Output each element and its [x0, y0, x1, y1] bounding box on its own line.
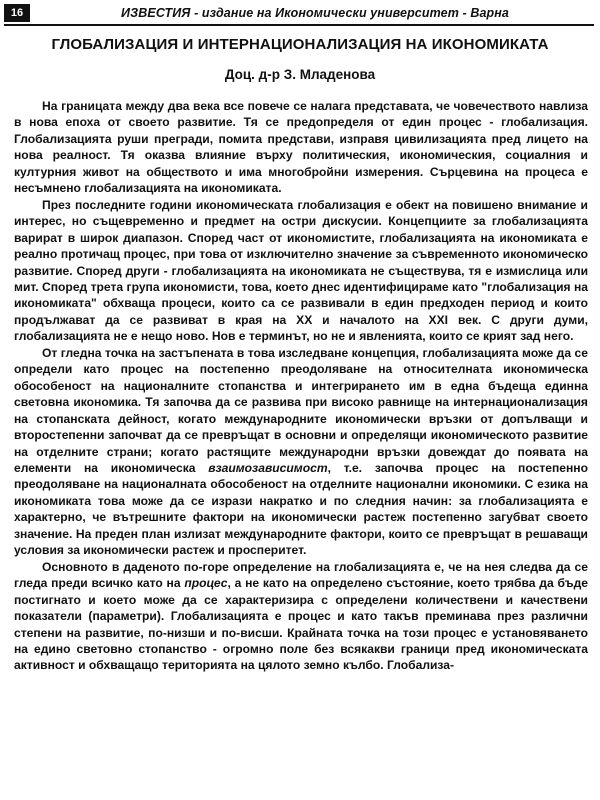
- paragraph-3-text-before: От гледна точка на застъпената в това изследване концепция, глобализацията може да се определи като процес на постепенно преодоляване на относителната икономическа обособеност на националните стопанства и интегрирането им в една бъдеща единна световна икономика. Тя започва да се развива при високо равнище на интернационализация на стопанската дейност, когато международните икономически връзки от допълващи и второстепенни започват да се превръщат в основни и определящи икономическото развитие на отделните страни; когато растящите международни връзки довеждат до появата на елементи на икономическа: [14, 345, 588, 475]
- paragraph-3-emphasis: взаимозависимост: [208, 460, 328, 475]
- paragraph-3-text-after: , т.е. започва процес на постепенно преодоляване на националната обособеност на отделните национални икономики. С езика на икономиката това може да се изрази накратко и по следния начин: за глобализацията е характерно, че вътрешните фактори на икономически растеж постепенно загубват своето значение. На преден план излизат международните фактори, които се превръщат в решаващи условия за икономически растеж и просперитет.: [14, 460, 588, 558]
- article-title: ГЛОБАЛИЗАЦИЯ И ИНТЕРНАЦИОНАЛИЗАЦИЯ НА ИКОНОМИКАТА: [51, 36, 549, 53]
- page-number: 16: [4, 4, 30, 22]
- paragraph-4: [14, 559, 588, 674]
- running-header: [4, 2, 594, 26]
- paragraph-4-text-after: , а не като на определено състояние, което трябва да бъде постигнато и което може да се характеризира с определени количествени и качествени показатели (параметри). Глобализацията е процес и като такъв преминава през различни степени на развитие, по-низши и по-висши. Крайната точка на този процес е установяването на едино световно стопанство - огромно поле без всякакви граници пред икономическата активност и обхващащо територията на цялото земно кълбо. Глобализа-: [14, 576, 588, 673]
- paragraph-1: На границата между два века все повече се налага представата, че човечеството навлиза в нова епоха от своето развитие. Тя се предопределя от един процес - глобализация. Глобализацията руши прегради, помита представи, изправя цивилизацията пред лицето на нова реалност. Тя оказва влияние върху политическия, икономическия, социалния и културния живот на обществото и има многобройни измерения. Сърцевина на процеса е несъмнено глобализацията на икономиката.: [14, 99, 588, 196]
- journal-title: ИЗВЕСТИЯ - издание на Икономически университет - Варна: [121, 6, 509, 20]
- article-body: [14, 98, 588, 674]
- paragraph-3: [14, 345, 588, 559]
- author-name: Доц. д-р З. Младенова: [224, 67, 376, 82]
- paragraph-2: През последните години икономическата глобализация е обект на повишено внимание и интерес, но същевременно и предмет на остри дискусии. Концепциите за глобализацията варират в широк диапазон. Според част от икономистите, глобализацията на икономиката е реално протичащ процес, при това от изключително значение за съвременното икономическо развитие. Според други - глобализацията на икономиката не съществува, тя е измислица или мит. Според трета група икономисти, това, което днес идентифицираме като "глобализация на икономиката" обхваща процеси, които са се развивали в един предходен период и които продължават да се развиват в края на XX и началото на XXI век. С други думи, глобализацията не е нещо ново. Нов е терминът, но не и явленията, които се крият зад него.: [14, 197, 588, 344]
- paragraph-4-emphasis: процес: [184, 576, 228, 591]
- paragraph-4-text-before: Основното в даденото по-горе определение на глобализацията е, че на нея следва да се гледа преди всичко като на: [14, 559, 588, 591]
